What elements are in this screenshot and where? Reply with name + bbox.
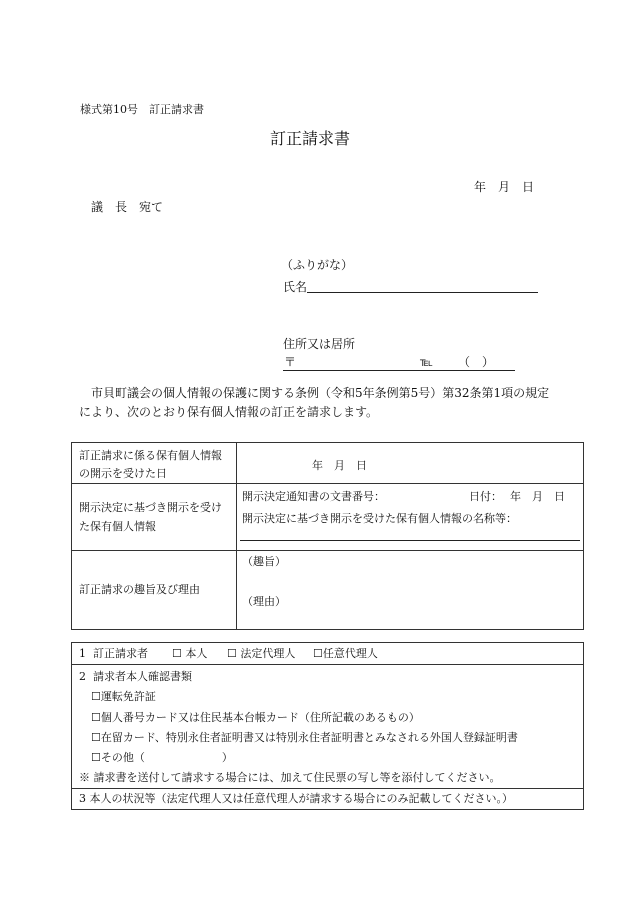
doc-date-value: 年 月 日 bbox=[510, 490, 565, 503]
doc-date-label: 日付： bbox=[469, 490, 502, 503]
intro-line-2: により、次のとおり保有個人情報の訂正を請求します。 bbox=[79, 405, 379, 419]
requester-type-row bbox=[72, 643, 583, 665]
purpose-label: （趣旨） bbox=[242, 555, 286, 568]
id-residence-checkbox[interactable]: ☐在留カード、特別永住者証明書又は特別永住者証明書とみなされる外国人登録証明書 bbox=[91, 731, 518, 744]
tel-paren: （ ） bbox=[458, 355, 495, 369]
disclosed-date-label-cell bbox=[72, 443, 237, 484]
id-license-checkbox[interactable]: ☐運転免許証 bbox=[91, 690, 156, 703]
date-line: 年 月 日 bbox=[474, 180, 535, 194]
disclosed-date-label-1: 訂正請求に係る保有個人情報 bbox=[79, 449, 222, 462]
reason-label: （理由） bbox=[242, 595, 286, 608]
form-number: 様式第10号 訂正請求書 bbox=[80, 103, 204, 116]
id-mynumber-checkbox[interactable]: ☐個人番号カード又は住民基本台帳カード（住所記載のあるもの） bbox=[91, 711, 420, 724]
id-num: 2 bbox=[79, 670, 86, 683]
id-other-checkbox[interactable]: ☐その他（ ） bbox=[91, 751, 233, 764]
purpose-reason-cell[interactable] bbox=[237, 551, 584, 630]
requester-num: 1 bbox=[79, 647, 86, 660]
disclosed-info-cell[interactable] bbox=[237, 484, 584, 551]
postal-mark: 〒 bbox=[284, 355, 297, 369]
info-name-label: 開示決定に基づき開示を受けた保有個人情報の名称等： bbox=[242, 512, 517, 525]
doc-number-label: 開示決定通知書の文書番号： bbox=[242, 490, 385, 503]
request-table bbox=[71, 442, 584, 630]
address-label: 住所又は居所 bbox=[283, 337, 356, 351]
opt-voluntary-checkbox[interactable]: ☐任意代理人 bbox=[313, 647, 378, 660]
status-row[interactable] bbox=[72, 789, 583, 809]
furigana-label: （ふりがな） bbox=[281, 258, 354, 272]
disclosed-info-label-1: 開示決定に基づき開示を受け bbox=[79, 501, 222, 514]
intro-line-1: 市貝町議会の個人情報の保護に関する条例（令和5年条例第5号）第32条第1項の規定 bbox=[91, 386, 550, 400]
disclosed-info-label-2: た保有個人情報 bbox=[79, 520, 156, 533]
disclosed-date-label-2: の開示を受けた日 bbox=[79, 467, 167, 480]
page-title: 訂正請求書 bbox=[270, 129, 351, 148]
disclosed-date-value: 年 月 日 bbox=[312, 459, 367, 472]
opt-self-checkbox[interactable]: ☐ 本人 bbox=[172, 647, 208, 660]
requester-box bbox=[71, 642, 584, 810]
address-field[interactable] bbox=[283, 370, 515, 371]
addressee: 議 長 宛て bbox=[91, 200, 164, 214]
requester-label: 訂正請求者 bbox=[93, 647, 148, 660]
id-title: 請求者本人確認書類 bbox=[93, 670, 192, 683]
purpose-label-cell bbox=[72, 551, 237, 630]
tel-label: ℡ bbox=[420, 355, 433, 369]
name-field[interactable] bbox=[307, 292, 538, 293]
id-docs-row bbox=[72, 665, 583, 789]
opt-legal-checkbox[interactable]: ☐ 法定代理人 bbox=[227, 647, 296, 660]
disclosed-info-label-cell bbox=[72, 484, 237, 551]
attachment-note: ※ 請求書を送付して請求する場合には、加えて住民票の写し等を添付してください。 bbox=[79, 771, 501, 784]
name-label: 氏名 bbox=[283, 280, 308, 294]
disclosed-date-cell[interactable] bbox=[237, 443, 584, 484]
status-label: 3 本人の状況等（法定代理人又は任意代理人が請求する場合にのみ記載してください。） bbox=[79, 792, 513, 805]
purpose-reason-label: 訂正請求の趣旨及び理由 bbox=[79, 583, 200, 596]
info-name-field[interactable] bbox=[240, 540, 580, 541]
